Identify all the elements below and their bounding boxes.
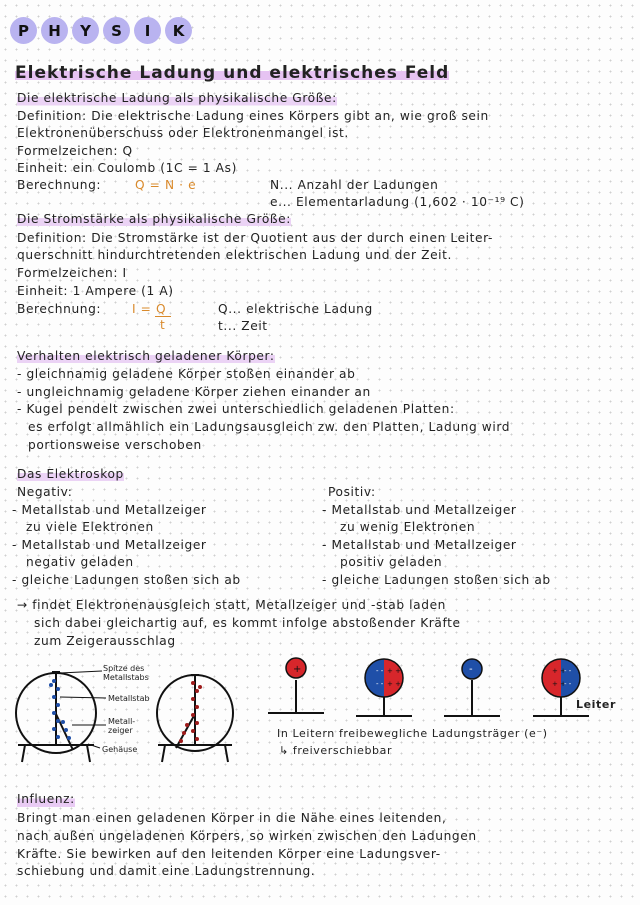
- caption-spitze: Spitze des: [103, 664, 145, 673]
- legend-n: N... Anzahl der Ladungen: [270, 178, 439, 192]
- badge-letter: P: [10, 17, 37, 44]
- influenz-line: Kräfte. Sie bewirken auf den leitenden Körper eine Ladungsver-: [17, 847, 441, 861]
- svg-text:+ +: + +: [552, 667, 566, 675]
- svg-text:-: -: [469, 664, 473, 675]
- calc-formula: Q = N · e: [135, 178, 197, 192]
- page-title: Elektrische Ladung und elektrisches Feld: [15, 63, 450, 83]
- negative-item: - Metallstab und Metallzeiger: [12, 538, 207, 552]
- electroscope-negative: [16, 672, 96, 762]
- influenz-line: schiebung und damit eine Ladungstrennung.: [17, 864, 316, 878]
- electroscope-positive: [157, 675, 233, 762]
- svg-text:- -: - -: [376, 680, 384, 688]
- calc-label: Berechnung:: [17, 178, 102, 192]
- section-heading-stromstaerke: Die Stromstärke als physikalische Größe:: [17, 212, 291, 226]
- svg-text:+: +: [293, 664, 302, 675]
- conclusion-line: sich dabei gleichartig auf, es kommt infolge abstoßender Kräfte: [34, 616, 461, 630]
- conductor-ball-3: [444, 659, 500, 716]
- caption-metallzeiger: Metall-: [108, 717, 136, 726]
- unit-line: Einheit: ein Coulomb (1C = 1 As): [17, 161, 237, 175]
- positive-title: Positiv:: [328, 485, 376, 499]
- conclusion-line: → findet Elektronenausgleich statt, Metallzeiger und -stab laden: [17, 598, 447, 612]
- calc-label: Berechnung:: [17, 302, 102, 316]
- leiter-description: In Leitern freibewegliche Ladungsträger (e⁻): [277, 727, 548, 740]
- positive-item-continued: zu wenig Elektronen: [340, 520, 476, 534]
- svg-text:- -: - -: [376, 667, 384, 675]
- svg-text:+ +: + +: [552, 680, 566, 688]
- legend-q: Q... elektrische Ladung: [218, 302, 373, 316]
- formula-sign: Formelzeichen: I: [17, 266, 127, 280]
- definition-line: Elektronenüberschuss oder Elektronenmangel ist.: [17, 126, 349, 140]
- svg-text:- -: - -: [564, 667, 572, 675]
- svg-text:- -: - -: [564, 680, 572, 688]
- legend-e: e... Elementarladung (1,602 · 10⁻¹⁹ C): [270, 195, 525, 209]
- leiter-note: ↳ freiverschiebbar: [279, 744, 393, 757]
- badge-letter: H: [41, 17, 68, 44]
- positive-item: - Metallstab und Metallzeiger: [322, 503, 517, 517]
- positive-item: - Metallstab und Metallzeiger: [322, 538, 517, 552]
- caption-metallstab: Metallstab: [108, 694, 150, 703]
- influenz-line: nach außen ungeladenen Körpers, so wirken zwischen den Ladungen: [17, 829, 477, 843]
- conclusion-line: zum Zeigerausschlag: [34, 634, 176, 648]
- negative-item-continued: zu viele Elektronen: [26, 520, 154, 534]
- conductor-ball-1: [268, 658, 324, 713]
- bullet-item: - Kugel pendelt zwischen zwei unterschiedlich geladenen Platten:: [17, 402, 455, 416]
- section-heading-ladung: Die elektrische Ladung als physikalische Größe:: [17, 91, 337, 105]
- positive-dots-2: [179, 681, 202, 743]
- positive-item: - gleiche Ladungen stoßen sich ab: [322, 573, 551, 587]
- bullet-item-continued: es erfolgt allmählich ein Ladungsausgleich zw. den Platten, Ladung wird: [28, 420, 511, 434]
- negative-item-continued: negativ geladen: [26, 555, 134, 569]
- bullet-item-continued: portionsweise verschoben: [28, 438, 202, 452]
- badge-letter: I: [134, 17, 161, 44]
- negative-title: Negativ:: [17, 485, 73, 499]
- badge-letter: S: [103, 17, 130, 44]
- calc-denominator: t: [160, 318, 166, 332]
- definition-line: querschnitt hindurchtretenden elektrischen Ladung und der Zeit.: [17, 248, 453, 262]
- label-leiter: Leiter: [576, 698, 616, 711]
- section-heading-verhalten: Verhalten elektrisch geladener Körper:: [17, 349, 275, 363]
- definition-line: Definition: Die Stromstärke ist der Quotient aus der durch einen Leiter-: [17, 231, 493, 245]
- formula-sign: Formelzeichen: Q: [17, 144, 133, 158]
- positive-item-continued: positiv geladen: [340, 555, 443, 569]
- caption-metallzeiger-2: zeiger: [108, 726, 133, 735]
- influenz-line: Bringt man einen geladenen Körper in die Nähe eines leitenden,: [17, 811, 447, 825]
- bullet-item: - ungleichnamig geladene Körper ziehen einander an: [17, 385, 371, 399]
- legend-t: t... Zeit: [218, 319, 268, 333]
- definition-line: Definition: Die elektrische Ladung eines Körpers gibt an, wie groß sein: [17, 109, 489, 123]
- badge-letter: Y: [72, 17, 99, 44]
- svg-text:+ +: + +: [387, 680, 401, 688]
- badge-letter: K: [165, 17, 192, 44]
- svg-text:+ +: + +: [387, 667, 401, 675]
- negative-item: - Metallstab und Metallzeiger: [12, 503, 207, 517]
- negative-item: - gleiche Ladungen stoßen sich ab: [12, 573, 241, 587]
- electron-dots-1: [49, 679, 71, 740]
- calc-numerator: I = Q: [132, 302, 167, 316]
- caption-gehaeuse: Gehäuse: [102, 745, 138, 754]
- caption-spitze-2: Metallstabs: [103, 673, 149, 682]
- conductor-ball-2: [356, 659, 412, 716]
- unit-line: Einheit: 1 Ampere (1 A): [17, 284, 174, 298]
- section-heading-elektroskop: Das Elektroskop: [17, 467, 124, 481]
- section-heading-influenz: Influenz:: [17, 792, 75, 806]
- bullet-item: - gleichnamig geladene Körper stoßen einander ab: [17, 367, 356, 381]
